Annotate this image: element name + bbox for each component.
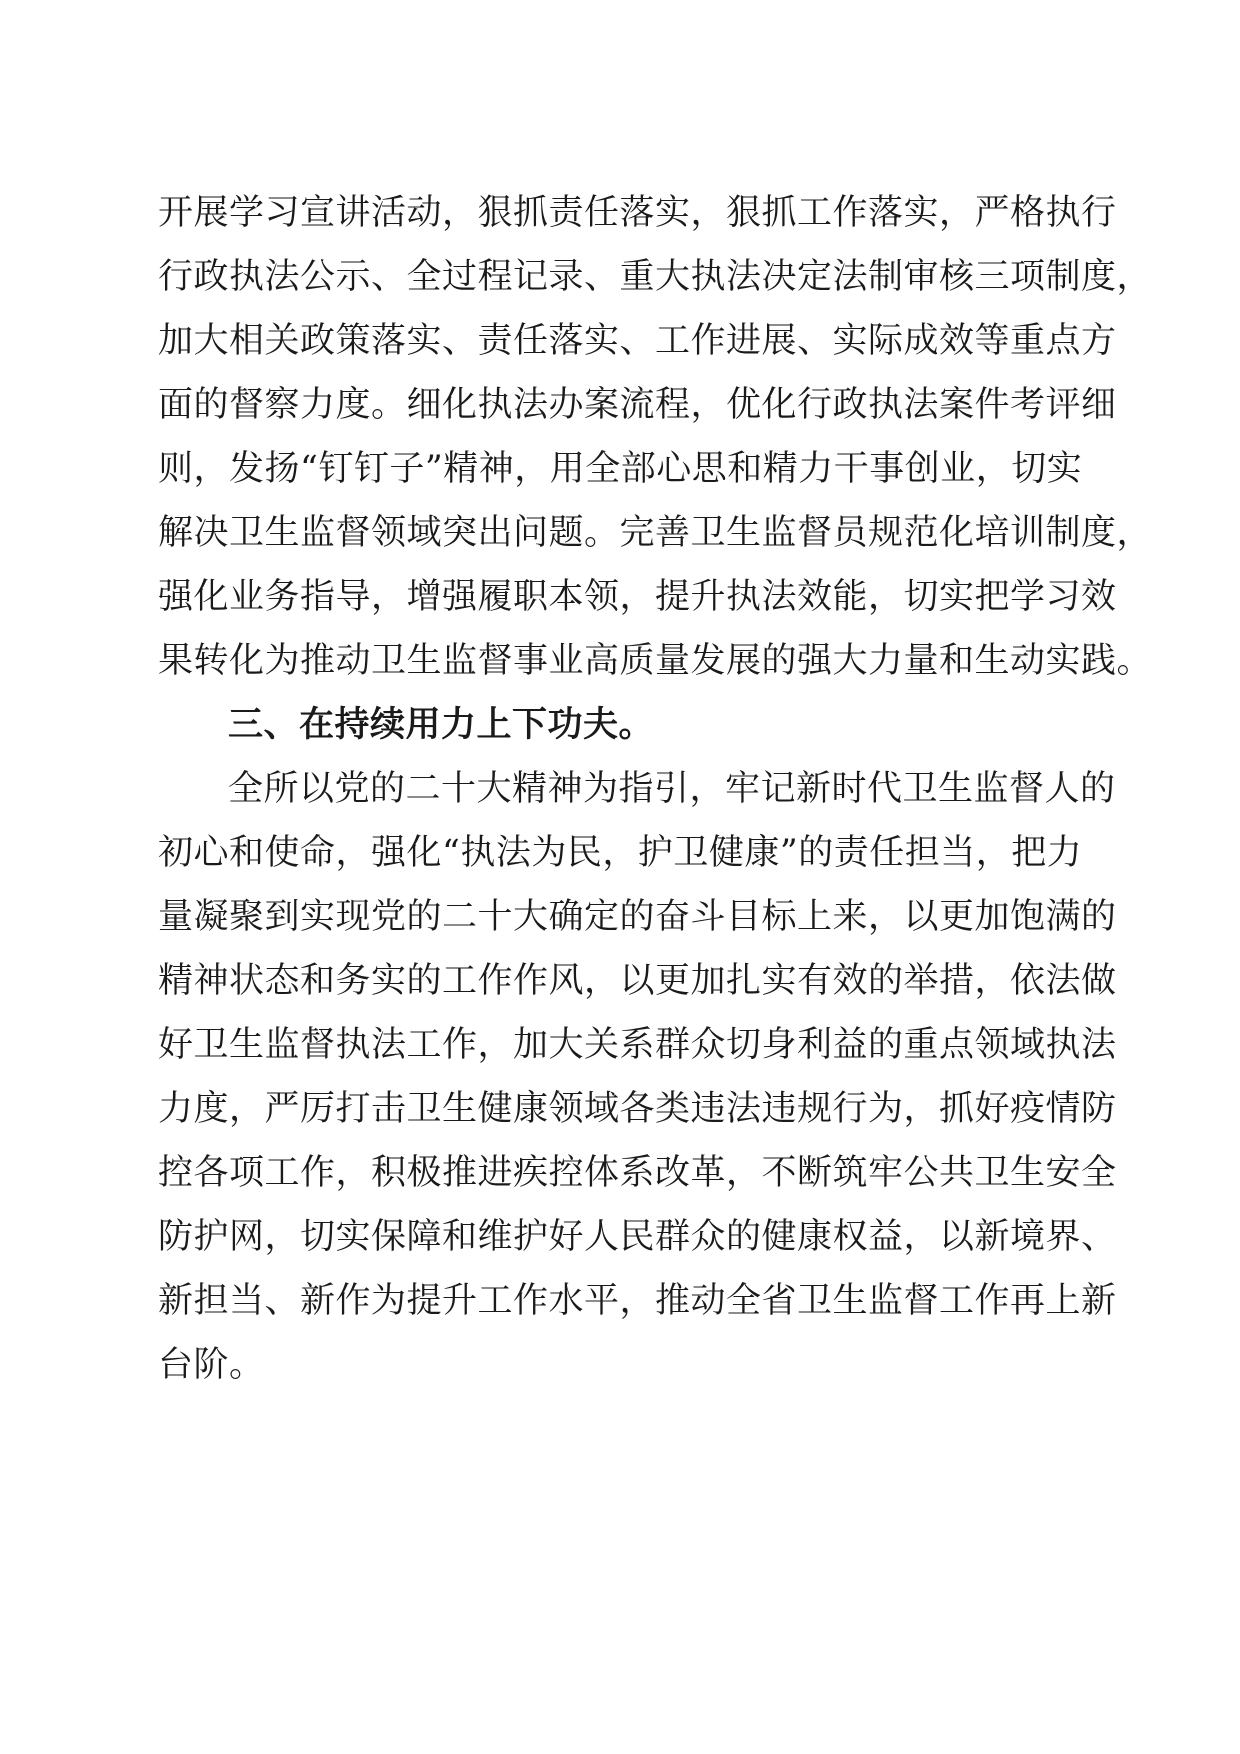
paragraph-line: 防护网，切实保障和维护好人民群众的健康权益，以新境界、 (158, 1217, 1117, 1257)
paragraph-line: 新担当、新作为提升工作水平，推动全省卫生监督工作再上新 (158, 1281, 1117, 1321)
paragraph-line: 果转化为推动卫生监督事业高质量发展的强大力量和生动实践。 (158, 641, 1153, 681)
paragraph-line: 量凝聚到实现党的二十大确定的奋斗目标上来，以更加饱满的 (158, 897, 1117, 937)
paragraph-line: 力度，严厉打击卫生健康领域各类违法违规行为，抓好疫情防 (158, 1089, 1117, 1129)
paragraph-line: 加大相关政策落实、责任落实、工作进展、实际成效等重点方 (158, 321, 1117, 361)
paragraph-line: 台阶。 (158, 1345, 265, 1385)
paragraph-line: 全所以党的二十大精神为指引，牢记新时代卫生监督人的 (228, 769, 1116, 809)
section-heading: 三、在持续用力上下功夫。 (228, 705, 655, 745)
paragraph-line: 则，发扬“钉钉子”精神，用全部心思和精力干事创业，切实 (158, 449, 1083, 489)
paragraph-line: 开展学习宣讲活动，狠抓责任落实，狠抓工作落实，严格执行 (158, 193, 1117, 233)
paragraph-line: 强化业务指导，增强履职本领，提升执法效能，切实把学习效 (158, 577, 1117, 617)
paragraph-line: 好卫生监督执法工作，加大关系群众切身利益的重点领域执法 (158, 1025, 1117, 1065)
paragraph-line: 面的督察力度。细化执法办案流程，优化行政执法案件考评细 (158, 385, 1117, 425)
paragraph-line: 精神状态和务实的工作作风，以更加扎实有效的举措，依法做 (158, 961, 1117, 1001)
paragraph-line: 行政执法公示、全过程记录、重大执法决定法制审核三项制度， (158, 257, 1153, 297)
paragraph-line: 解决卫生监督领域突出问题。完善卫生监督员规范化培训制度， (158, 513, 1153, 553)
paragraph-line: 初心和使命，强化“执法为民，护卫健康”的责任担当，把力 (158, 833, 1083, 873)
paragraph-line: 控各项工作，积极推进疾控体系改革，不断筑牢公共卫生安全 (158, 1153, 1117, 1193)
